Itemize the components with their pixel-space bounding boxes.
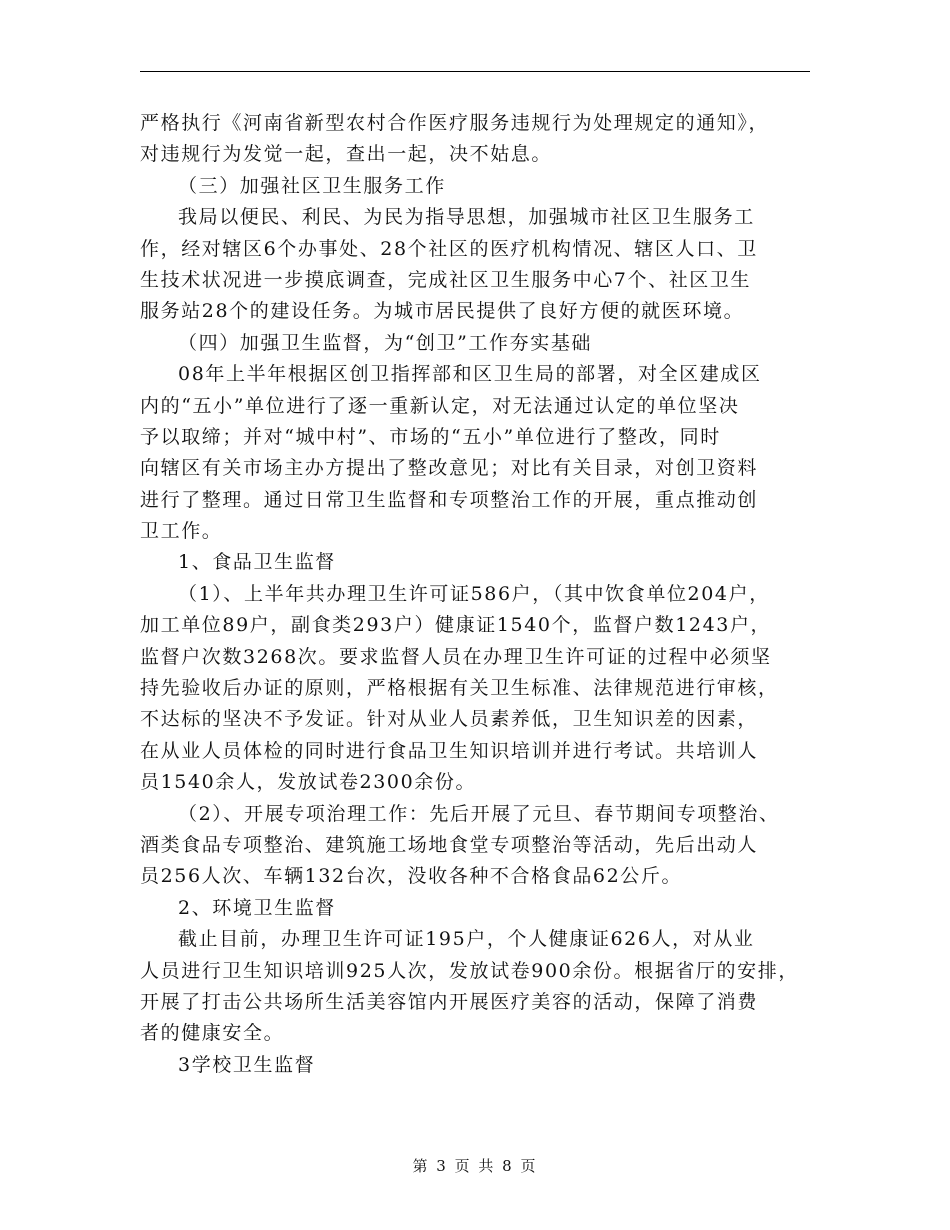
text-line: 我局以便民、利民、为民为指导思想，加强城市社区卫生服务工 — [178, 206, 755, 229]
text-line: 不达标的坚决不予发证。针对从业人员素养低，卫生知识差的因素， — [140, 708, 759, 731]
text-line: 酒类食品专项整治、建筑施工场地食堂专项整治等活动，先后出动人 — [140, 833, 759, 856]
text-line: （三）加强社区卫生服务工作 — [178, 174, 446, 197]
text-line: 严格执行《河南省新型农村合作医疗服务违规行为处理规定的通知》， — [140, 112, 770, 134]
text-line: 2、环境卫生监督 — [178, 896, 336, 919]
text-line: 员256人次、车辆132台次，没收各种不合格食品62公斤。 — [140, 865, 683, 888]
text-line: （四）加强卫生监督，为“创卫”工作夯实基础 — [178, 331, 593, 354]
text-line: 持先验收后办证的原则，严格根据有关卫生标准、法律规范进行审核， — [140, 677, 779, 700]
text-line: 者的健康安全。 — [140, 1022, 285, 1045]
text-line: 3学校卫生监督 — [178, 1053, 316, 1076]
page-footer: 第 3 页 共 8 页 — [412, 1157, 538, 1175]
text-line: 予以取缔；并对“城中村”、市场的“五小”单位进行了整改，同时 — [140, 425, 721, 448]
text-line: 截止目前，办理卫生许可证195户，个人健康证626人，对从业 — [178, 928, 755, 951]
text-line: 监督户次数3268次。要求监督人员在办理卫生许可证的过程中必须坚 — [140, 645, 772, 668]
text-line: 加工单位89户，副食类293户）健康证1540个，监督户数1243户， — [140, 614, 772, 637]
header-rule — [140, 71, 810, 72]
text-line: 开展了打击公共场所生活美容馆内开展医疗美容的活动，保障了消费 — [140, 990, 759, 1013]
text-line: 作，经对辖区6个办事处、28个社区的医疗机构情况、辖区人口、卫 — [140, 237, 758, 260]
text-line: 内的“五小”单位进行了逐一重新认定，对无法通过认定的单位坚决 — [140, 394, 740, 417]
text-line: 人员进行卫生知识培训925人次，发放试卷900余份。根据省厅的安排， — [140, 959, 799, 982]
text-line: 服务站28个的建设任务。为城市居民提供了良好方便的就医环境。 — [140, 300, 745, 323]
text-line: （2）、开展专项治理工作：先后开展了元旦、春节期间专项整治、 — [178, 802, 780, 825]
text-line: 进行了整理。通过日常卫生监督和专项整治工作的开展，重点推动创 — [140, 488, 759, 511]
text-line: 1、食品卫生监督 — [178, 551, 336, 574]
text-line: 员1540余人，发放试卷2300余份。 — [140, 771, 477, 794]
text-line: 生技术状况进一步摸底调查，完成社区卫生服务中心7个、社区卫生 — [140, 268, 752, 291]
document-body — [140, 108, 830, 1081]
text-line: 卫工作。 — [140, 520, 223, 543]
text-line: 对违规行为发觉一起，查出一起，决不姑息。 — [140, 143, 553, 166]
text-line: （1）、上半年共办理卫生许可证586户，（其中饮食单位204户， — [178, 582, 770, 605]
text-line: 08年上半年根据区创卫指挥部和区卫生局的部署，对全区建成区 — [178, 363, 762, 386]
text-line: 向辖区有关市场主办方提出了整改意见；对比有关目录，对创卫资料 — [140, 457, 759, 480]
text-line: 在从业人员体检的同时进行食品卫生知识培训并进行考试。共培训人 — [140, 739, 759, 762]
